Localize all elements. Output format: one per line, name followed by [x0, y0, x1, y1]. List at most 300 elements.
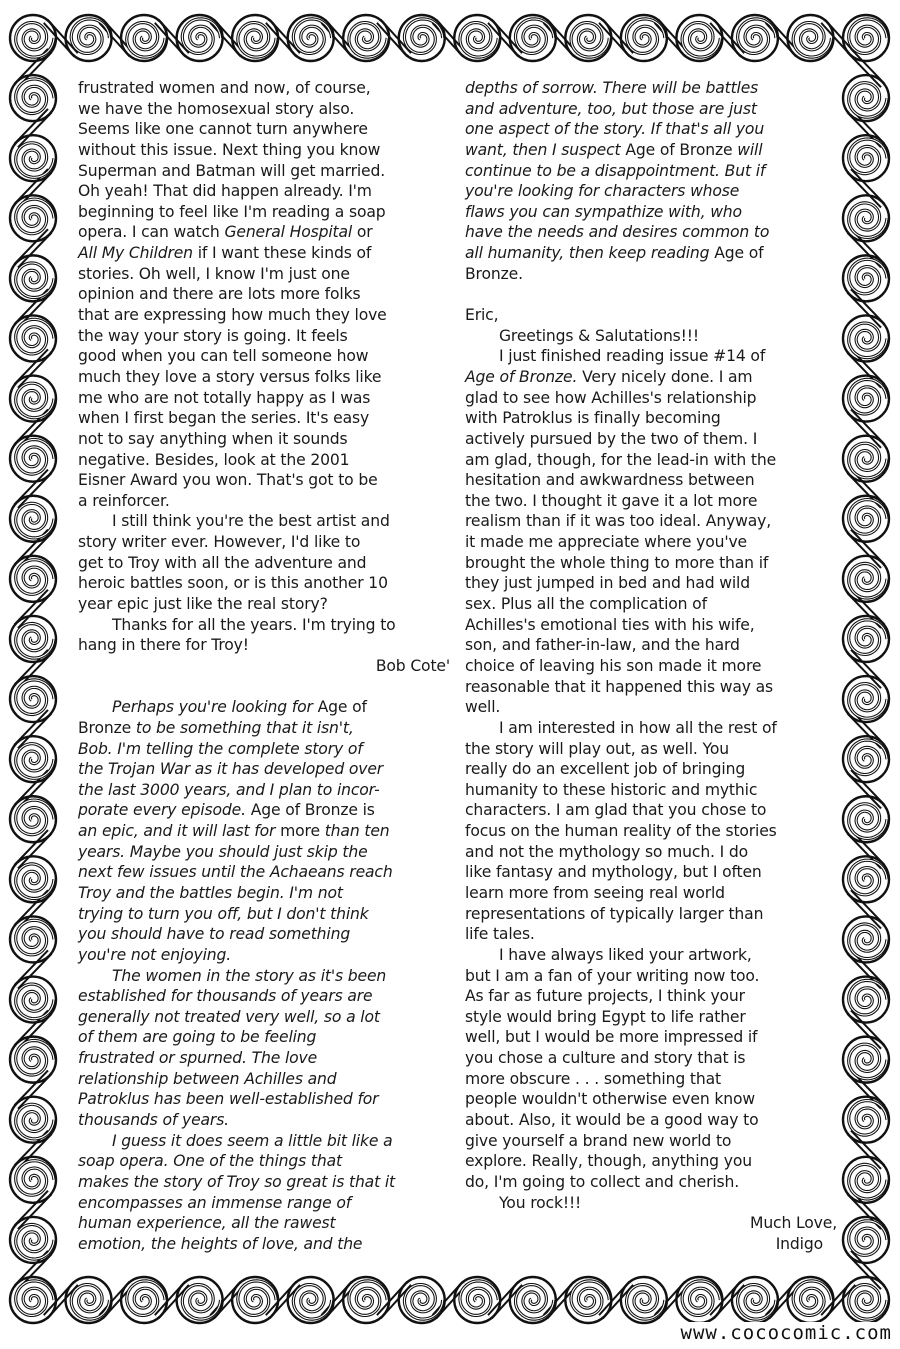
- spiral-ornament: [10, 195, 56, 241]
- text-run: realism than if it was too ideal. Anyway,: [465, 512, 772, 531]
- spiral-ornament: [10, 1037, 56, 1083]
- text-line: [465, 532, 837, 553]
- text-line: [465, 615, 837, 636]
- italic-text: established for thousands of years are: [78, 987, 373, 1006]
- text-run: not to say anything when it sounds: [78, 429, 348, 448]
- text-line: [78, 697, 450, 718]
- text-line: [465, 1069, 837, 1090]
- spiral-ornament: [510, 15, 556, 61]
- text-line: [78, 222, 450, 243]
- text-run: explore. Really, though, anything you: [465, 1152, 752, 1171]
- text-line: [465, 202, 837, 223]
- text-run: good when you can tell someone how: [78, 347, 369, 366]
- text-run: stories. Oh well, I know I'm just one: [78, 264, 350, 283]
- text-run: we have the homosexual story also.: [78, 99, 355, 118]
- text-run: much they love a story versus folks like: [78, 367, 382, 386]
- italic-text: you're looking for characters whose: [465, 182, 740, 201]
- text-line: [78, 780, 450, 801]
- text-line: [465, 800, 837, 821]
- text-run: the way your story is going. It feels: [78, 326, 348, 345]
- spiral-ornament: [10, 315, 56, 361]
- text-run: Age of Bronze is: [250, 801, 375, 820]
- text-run: it made me appreciate where you've: [465, 533, 747, 552]
- text-line: [78, 1110, 450, 1131]
- spiral-ornament: [843, 977, 889, 1023]
- text-line: [465, 1131, 837, 1152]
- text-line: [78, 388, 450, 409]
- italic-text: and adventure, too, but those are just: [465, 99, 757, 118]
- text-run: year epic just like the real story?: [78, 595, 328, 614]
- italic-text: I guess it does seem a little bit like a: [112, 1131, 393, 1150]
- spiral-ornament: [10, 75, 56, 121]
- text-run: I still think you're the best artist and: [112, 512, 390, 531]
- italic-text: General Hospital: [224, 223, 353, 242]
- text-run: me who are not totally happy as I was: [78, 388, 371, 407]
- text-line: [465, 697, 837, 718]
- spiral-ornament: [66, 15, 112, 61]
- spiral-ornament: [288, 15, 334, 61]
- spiral-ornament: [121, 1277, 167, 1323]
- text-line: [465, 1193, 837, 1214]
- text-line: [465, 99, 837, 120]
- text-line: [465, 1007, 837, 1028]
- italic-text: than ten: [319, 822, 390, 841]
- text-line: [78, 1151, 450, 1172]
- text-line: [465, 1089, 837, 1110]
- text-line: [78, 739, 450, 760]
- text-run: and not the mythology so much. I do: [465, 842, 749, 861]
- text-run: really do an excellent job of bringing: [465, 760, 746, 779]
- italic-text: the last 3000 years, and I plan to incor-: [78, 780, 380, 799]
- text-line: [465, 1110, 837, 1131]
- text-line: [78, 904, 450, 925]
- text-line: [78, 800, 450, 821]
- text-line: [465, 966, 837, 987]
- text-line: [78, 1089, 450, 1110]
- text-run: about. Also, it would be a good way to: [465, 1111, 759, 1130]
- italic-text: Perhaps you're looking for: [112, 698, 318, 717]
- text-run: focus on the human reality of the stories: [465, 822, 777, 841]
- spiral-ornament: [843, 1097, 889, 1143]
- text-run: with Patroklus is finally becoming: [465, 409, 721, 428]
- italic-text: porate every episode.: [78, 801, 251, 820]
- italic-text: will: [732, 140, 763, 159]
- text-line: [465, 326, 837, 347]
- spiral-ornament: [10, 796, 56, 842]
- text-run: the two. I thought it gave it a lot more: [465, 491, 758, 510]
- paragraph-gap: [78, 677, 450, 698]
- text-run: son, and father-in-law, and the hard: [465, 636, 740, 655]
- text-line: [78, 491, 450, 512]
- text-line: [465, 346, 837, 367]
- spiral-ornament: [343, 1277, 389, 1323]
- text-line: [78, 821, 450, 842]
- text-line: [465, 573, 837, 594]
- spiral-ornament: [177, 1277, 223, 1323]
- text-run: Achilles's emotional ties with his wife,: [465, 615, 755, 634]
- text-run: Age of Bronze: [625, 140, 733, 159]
- text-line: [78, 862, 450, 883]
- watermark: www.cococomic.com: [680, 1322, 892, 1344]
- text-line: [465, 759, 837, 780]
- spiral-ornament: [787, 15, 833, 61]
- italic-text: next few issues until the Achaeans reach: [78, 863, 393, 882]
- text-run: am glad, though, for the lead-in with the: [465, 450, 777, 469]
- text-line: [78, 553, 450, 574]
- text-line: [465, 924, 837, 945]
- spiral-ornament: [288, 1277, 334, 1323]
- text-run: but I am a fan of your writing now too.: [465, 966, 760, 985]
- spiral-ornament: [510, 1277, 556, 1323]
- text-run: more obscure . . . something that: [465, 1069, 721, 1088]
- text-run: As far as future projects, I think your: [465, 987, 745, 1006]
- text-run: the story will play out, as well. You: [465, 739, 729, 758]
- text-line: [78, 305, 450, 326]
- italic-text: you're not enjoying.: [78, 945, 232, 964]
- text-run: well, but I would be more impressed if: [465, 1028, 758, 1047]
- text-line: [78, 1131, 450, 1152]
- text-line: [465, 78, 837, 99]
- spiral-ornament: [177, 15, 223, 61]
- italic-text: have the needs and desires common to: [465, 223, 770, 242]
- spiral-ornament: [843, 1217, 889, 1263]
- spiral-ornament: [10, 436, 56, 482]
- spiral-ornament: [10, 135, 56, 181]
- text-run: choice of leaving his son made it more: [465, 656, 762, 675]
- text-line: [78, 408, 450, 429]
- text-line: [78, 945, 450, 966]
- italic-text: years. Maybe you should just skip the: [78, 842, 368, 861]
- text-line: [78, 635, 450, 656]
- italic-text: All My Children: [78, 244, 193, 263]
- italic-text: the Trojan War as it has developed over: [78, 760, 384, 779]
- spiral-ornament: [843, 616, 889, 662]
- spiral-ornament: [787, 1277, 833, 1323]
- text-line: [78, 532, 450, 553]
- text-run: I have always liked your artwork,: [499, 945, 752, 964]
- text-line: [78, 1007, 450, 1028]
- spiral-ornament: [343, 15, 389, 61]
- text-line: [78, 759, 450, 780]
- text-line: [465, 1151, 837, 1172]
- text-run: I am interested in how all the rest of: [499, 718, 777, 737]
- text-line: [78, 986, 450, 1007]
- italic-text: Bob. I'm telling the complete story of: [78, 739, 363, 758]
- text-run: Thanks for all the years. I'm trying to: [112, 615, 396, 634]
- text-run: I just finished reading issue #14 of: [499, 347, 766, 366]
- spiral-ornament: [843, 195, 889, 241]
- text-run: opera. I can watch: [78, 223, 225, 242]
- text-line: [78, 346, 450, 367]
- text-line: [465, 780, 837, 801]
- italic-text: to be something that it isn't,: [131, 718, 354, 737]
- text-line: [465, 305, 837, 326]
- text-line: [465, 367, 837, 388]
- text-run: Eric,: [465, 306, 499, 325]
- spiral-ornament: [676, 1277, 722, 1323]
- text-run: learn more from seeing real world: [465, 883, 725, 902]
- spiral-ornament: [232, 15, 278, 61]
- text-line: [465, 470, 837, 491]
- text-run: representations of typically larger than: [465, 904, 764, 923]
- text-run: Seems like one cannot turn anywhere: [78, 120, 368, 139]
- spiral-ornament: [843, 496, 889, 542]
- spiral-ornament: [843, 1037, 889, 1083]
- text-line: [78, 615, 450, 636]
- italic-text: continue to be a disappointment. But if: [465, 161, 766, 180]
- italic-text: soap opera. One of the things that: [78, 1152, 342, 1171]
- text-run: well.: [465, 698, 501, 717]
- text-line: [78, 883, 450, 904]
- text-line: [465, 264, 837, 285]
- text-run: like fantasy and mythology, but I often: [465, 863, 762, 882]
- text-run: Oh yeah! That did happen already. I'm: [78, 182, 372, 201]
- text-line: [78, 429, 450, 450]
- spiral-ornament: [10, 676, 56, 722]
- text-line: [78, 1048, 450, 1069]
- spiral-ornament: [121, 15, 167, 61]
- text-run: negative. Besides, look at the 2001: [78, 450, 350, 469]
- spiral-ornament: [676, 15, 722, 61]
- italic-text: encompasses an immense range of: [78, 1193, 352, 1212]
- text-run: frustrated women and now, of course,: [78, 79, 371, 97]
- text-line: [78, 511, 450, 532]
- text-run: You rock!!!: [499, 1193, 582, 1212]
- text-line: [465, 842, 837, 863]
- text-line: [465, 718, 837, 739]
- text-run: life tales.: [465, 925, 535, 944]
- italic-text: flaws you can sympathize with, who: [465, 202, 742, 221]
- spiral-ornament: [843, 75, 889, 121]
- spiral-ornament: [10, 856, 56, 902]
- spiral-ornament: [843, 15, 889, 61]
- text-line: [78, 1027, 450, 1048]
- spiral-ornament: [843, 315, 889, 361]
- italic-text: want, then I suspect: [465, 140, 626, 159]
- text-run: characters. I am glad that you chose to: [465, 801, 767, 820]
- text-run: without this issue. Next thing you know: [78, 140, 381, 159]
- text-line: [78, 78, 450, 99]
- text-line: [78, 1193, 450, 1214]
- text-line: [465, 1027, 837, 1048]
- italic-text: Patroklus has been well-established for: [78, 1090, 379, 1109]
- spiral-ornament: [843, 736, 889, 782]
- text-line: [465, 119, 837, 140]
- spiral-ornament: [10, 736, 56, 782]
- italic-text: makes the story of Troy so great is that it: [78, 1172, 395, 1191]
- spiral-ornament: [10, 255, 56, 301]
- text-run: hang in there for Troy!: [78, 636, 249, 655]
- text-run: Much Love,: [750, 1214, 837, 1233]
- spiral-ornament: [843, 1277, 889, 1323]
- text-run: Eisner Award you won. That's got to be: [78, 471, 378, 490]
- text-run: give yourself a brand new world to: [465, 1131, 732, 1150]
- text-run: hesitation and awkwardness between: [465, 471, 755, 490]
- text-run: if I want these kinds of: [192, 244, 372, 263]
- text-line: [465, 450, 837, 471]
- spiral-ornament: [732, 15, 778, 61]
- spiral-ornament: [66, 1277, 112, 1323]
- spiral-ornament: [843, 255, 889, 301]
- letters-column-left: [78, 78, 450, 1255]
- spiral-ornament: [10, 1097, 56, 1143]
- spiral-ornament: [10, 15, 56, 61]
- text-run: heroic battles soon, or is this another 10: [78, 574, 388, 593]
- text-run: get to Troy with all the adventure and: [78, 553, 367, 572]
- spiral-ornament: [843, 135, 889, 181]
- italic-text: one aspect of the story. If that's all you: [465, 120, 765, 139]
- text-run: Bob Cote': [375, 656, 450, 675]
- text-line: [78, 718, 450, 739]
- spiral-ornament: [10, 1277, 56, 1323]
- italic-text: an epic, and it will last for: [78, 822, 281, 841]
- spiral-ornament: [10, 916, 56, 962]
- text-run: do, I'm going to collect and cherish.: [465, 1172, 740, 1191]
- spiral-ornament: [843, 376, 889, 422]
- text-run: Superman and Batman will get married.: [78, 161, 386, 180]
- text-run: a reinforcer.: [78, 491, 170, 510]
- spiral-ornament: [10, 376, 56, 422]
- spiral-ornament: [843, 856, 889, 902]
- text-line: [465, 904, 837, 925]
- text-line: [78, 594, 450, 615]
- text-run: Bronze.: [465, 264, 523, 283]
- text-run: when I first began the series. It's easy: [78, 409, 370, 428]
- text-run: they just jumped in bed and had wild: [465, 574, 750, 593]
- italic-text: human experience, all the rawest: [78, 1214, 336, 1233]
- text-line: [78, 966, 450, 987]
- text-line: [465, 491, 837, 512]
- text-line: [465, 821, 837, 842]
- italic-text: Troy and the battles begin. I'm not: [78, 883, 343, 902]
- text-line: [465, 656, 837, 677]
- text-run: that are expressing how much they love: [78, 306, 387, 325]
- text-run: sex. Plus all the complication of: [465, 595, 707, 614]
- text-run: reasonable that it happened this way as: [465, 677, 774, 696]
- text-line: [465, 388, 837, 409]
- italic-text: trying to turn you off, but I don't think: [78, 904, 369, 923]
- spiral-ornament: [843, 796, 889, 842]
- text-line: [465, 181, 837, 202]
- text-line: [465, 140, 837, 161]
- text-run: humanity to these historic and mythic: [465, 780, 758, 799]
- italic-text: The women in the story as it's been: [112, 966, 387, 985]
- text-line: [78, 1172, 450, 1193]
- text-line: [465, 1172, 837, 1193]
- text-line: [465, 677, 837, 698]
- text-line: [465, 222, 837, 243]
- text-line: [465, 739, 837, 760]
- italic-text: relationship between Achilles and: [78, 1069, 337, 1088]
- spiral-ornament: [10, 1157, 56, 1203]
- italic-text: emotion, the heights of love, and the: [78, 1234, 363, 1253]
- text-line: [465, 1234, 837, 1255]
- text-run: brought the whole thing to more than if: [465, 553, 769, 572]
- text-line: [78, 573, 450, 594]
- text-line: [78, 181, 450, 202]
- text-line: [78, 924, 450, 945]
- text-run: style would bring Egypt to life rather: [465, 1007, 746, 1026]
- text-line: [78, 99, 450, 120]
- spiral-ornament: [843, 556, 889, 602]
- text-run: or: [352, 223, 373, 242]
- italic-text: of them are going to be feeling: [78, 1028, 317, 1047]
- italic-text: frustrated or spurned. The love: [78, 1049, 318, 1068]
- italic-text: Age of Bronze.: [465, 367, 578, 386]
- text-line: [78, 119, 450, 140]
- text-run: you chose a culture and story that is: [465, 1049, 746, 1068]
- spiral-ornament: [399, 15, 445, 61]
- italic-text: thousands of years.: [78, 1111, 229, 1130]
- text-line: [465, 553, 837, 574]
- text-run: opinion and there are lots more folks: [78, 285, 361, 304]
- letters-column-right: [465, 78, 837, 1255]
- text-line: [465, 862, 837, 883]
- text-run: Very nicely done. I am: [577, 367, 753, 386]
- spiral-ornament: [565, 1277, 611, 1323]
- spiral-ornament: [10, 977, 56, 1023]
- text-run: Age of: [317, 698, 367, 717]
- text-line: [465, 243, 837, 264]
- text-run: Bronze: [78, 718, 132, 737]
- italic-text: you should have to read something: [78, 925, 351, 944]
- text-line: [78, 140, 450, 161]
- text-run: Age of: [714, 244, 764, 263]
- text-line: [78, 1069, 450, 1090]
- spiral-ornament: [10, 1217, 56, 1263]
- spiral-ornament: [10, 616, 56, 662]
- spiral-ornament: [565, 15, 611, 61]
- text-line: [78, 202, 450, 223]
- text-run: Greetings & Salutations!!!: [499, 326, 699, 345]
- text-line: [465, 161, 837, 182]
- text-run: beginning to feel like I'm reading a soap: [78, 202, 386, 221]
- text-line: [465, 635, 837, 656]
- italic-text: generally not treated very well, so a lot: [78, 1007, 380, 1026]
- text-line: [78, 470, 450, 491]
- text-line: [465, 883, 837, 904]
- text-line: [78, 284, 450, 305]
- spiral-ornament: [843, 1157, 889, 1203]
- text-line: [78, 367, 450, 388]
- text-line: [78, 243, 450, 264]
- italic-text: depths of sorrow. There will be battles: [465, 79, 759, 97]
- text-run: Indigo: [775, 1234, 823, 1253]
- spiral-ornament: [843, 916, 889, 962]
- text-line: [78, 264, 450, 285]
- text-line: [78, 1234, 450, 1255]
- text-line: [465, 511, 837, 532]
- spiral-ornament: [843, 676, 889, 722]
- text-line: [78, 1213, 450, 1234]
- spiral-ornament: [232, 1277, 278, 1323]
- text-line: [78, 326, 450, 347]
- text-run: glad to see how Achilles's relationship: [465, 388, 757, 407]
- spiral-ornament: [10, 496, 56, 542]
- spiral-ornament: [732, 1277, 778, 1323]
- spiral-ornament: [10, 556, 56, 602]
- spiral-ornament: [621, 15, 667, 61]
- spiral-ornament: [454, 1277, 500, 1323]
- spiral-ornament: [454, 15, 500, 61]
- text-line: [465, 1048, 837, 1069]
- text-line: [78, 450, 450, 471]
- text-line: [465, 429, 837, 450]
- text-run: more: [280, 822, 320, 841]
- text-line: [465, 1213, 837, 1234]
- text-line: [465, 408, 837, 429]
- text-run: actively pursued by the two of them. I: [465, 429, 758, 448]
